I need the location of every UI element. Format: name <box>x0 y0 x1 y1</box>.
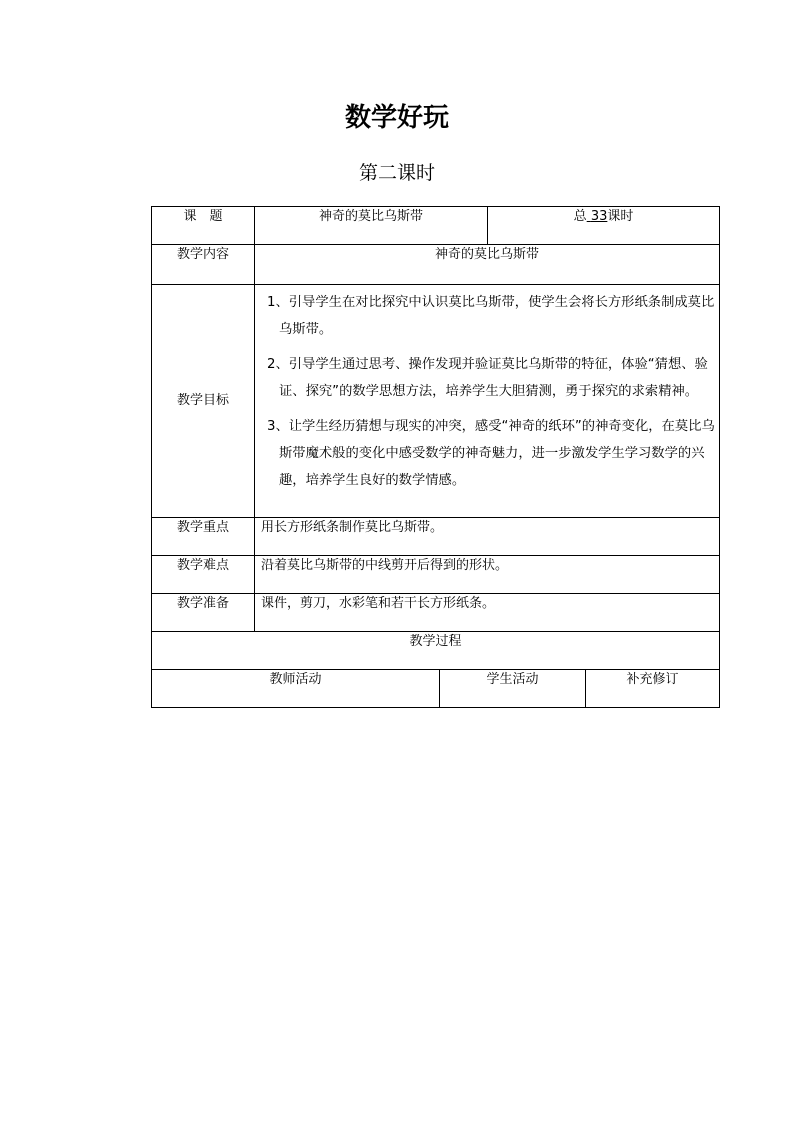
process-row <box>152 632 720 670</box>
content-row <box>152 245 720 285</box>
lesson-plan-table <box>151 206 720 708</box>
content-value: 神奇的莫比乌斯带 <box>255 245 720 285</box>
notes-header: 补充修订 <box>586 670 720 708</box>
total-hours <box>488 207 720 245</box>
total-suffix: 课时 <box>607 209 634 224</box>
difficulty-value: 沿着莫比乌斯带的中线剪开后得到的形状。 <box>255 556 720 594</box>
process-columns-row <box>152 670 720 708</box>
preparation-value: 课件，剪刀，水彩笔和若干长方形纸条。 <box>255 594 720 632</box>
topic-label: 课 题 <box>152 207 255 245</box>
goal-item-2: 2、引导学生通过思考、操作发现并验证莫比乌斯带的特征，体验“猜想、验证、探究”的数学思想方法，培养学生大胆猜测，勇于探究的求索精神。 <box>267 357 708 399</box>
key-point-label: 教学重点 <box>152 518 255 556</box>
difficulty-row <box>152 556 720 594</box>
goals-cell <box>255 285 720 518</box>
document-subtitle: 第二课时 <box>358 162 435 184</box>
teacher-activity-header: 教师活动 <box>152 670 440 708</box>
student-activity-header: 学生活动 <box>440 670 586 708</box>
goals-row <box>152 285 720 518</box>
preparation-label: 教学准备 <box>152 594 255 632</box>
goal-item-1: 1、引导学生在对比探究中认识莫比乌斯带，使学生会将长方形纸条制成莫比乌斯带。 <box>267 295 715 337</box>
goals-list <box>261 289 715 494</box>
total-prefix: 总 <box>573 209 587 224</box>
content-label: 教学内容 <box>152 245 255 285</box>
key-point-value: 用长方形纸条制作莫比乌斯带。 <box>255 518 720 556</box>
preparation-row <box>152 594 720 632</box>
topic-row <box>152 207 720 245</box>
difficulty-label: 教学难点 <box>152 556 255 594</box>
process-label: 教学过程 <box>152 632 720 670</box>
topic-value: 神奇的莫比乌斯带 <box>255 207 488 245</box>
total-count: 33 <box>590 209 608 224</box>
goal-item-3: 3、让学生经历猜想与现实的冲突，感受“神奇的纸环”的神奇变化，在莫比乌斯带魔术般的变化中感受数学的神奇魅力，进一步激发学生学习数学的兴趣，培养学生良好的数学情感。 <box>267 419 715 488</box>
document-title: 数学好玩 <box>344 103 449 133</box>
key-point-row <box>152 518 720 556</box>
goals-label: 教学目标 <box>152 285 255 518</box>
